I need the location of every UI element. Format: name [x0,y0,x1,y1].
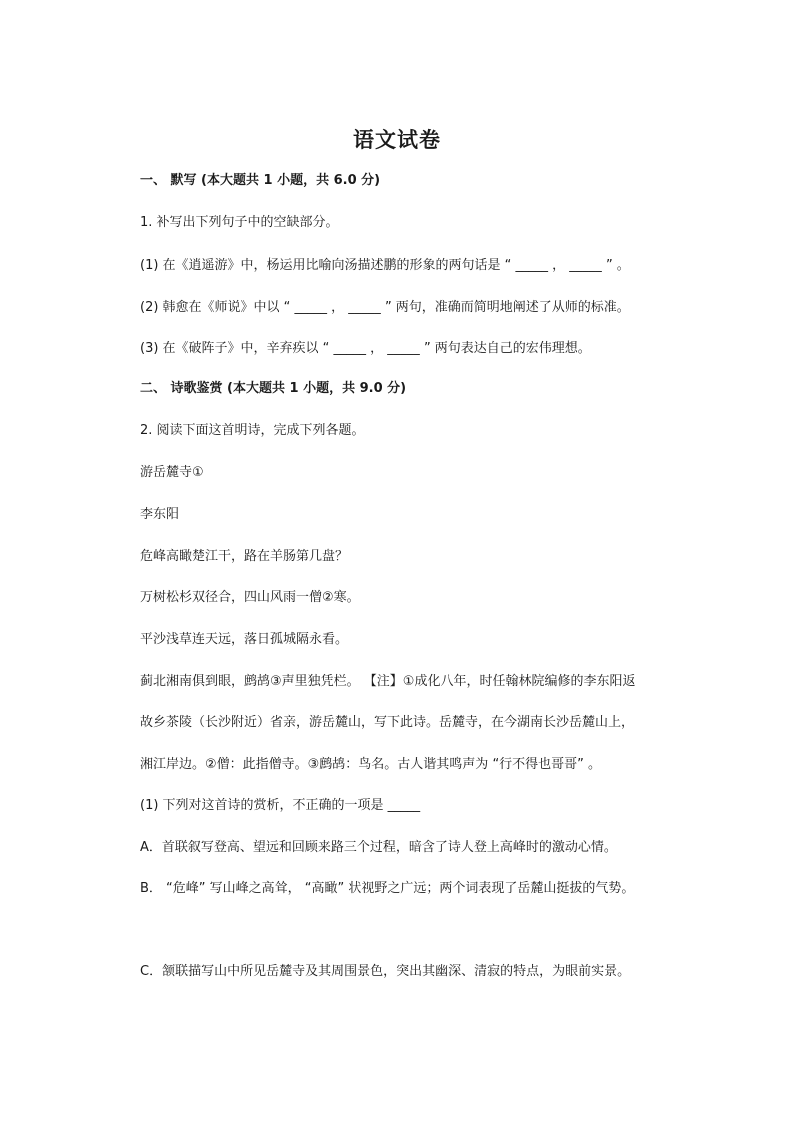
question-1-part-3: (3) 在《破阵子》中，辛弃疾以 “ _____ ， _____ ” 两句表达自己的宏伟理想。 [140,341,591,356]
poem-note-3: 湘江岸边。②僧：此指僧寺。③鹧鸪：鸟名。古人谐其鸣声为 “行不得也哥哥” 。 [140,757,602,772]
question-2-part-1: (1) 下列对这首诗的赏析，不正确的一项是 _____ [140,798,421,813]
page-title: 语文试卷 [353,128,441,152]
option-b: B． “危峰” 写山峰之高耸， “高瞰” 状视野之广远；两个词表现了岳麓山挺拔的气势。 [140,881,635,896]
poem-title: 游岳麓寺① [140,465,204,480]
poem-author: 李东阳 [140,507,180,522]
poem-note-2: 故乡茶陵（长沙附近）省亲，游岳麓山，写下此诗。岳麓寺，在今湖南长沙岳麓山上， [140,715,635,730]
poem-line-4-with-note: 蓟北湘南俱到眼，鹧鸪③声里独凭栏。 【注】①成化八年，时任翰林院编修的李东阳返 [140,674,636,689]
option-c: C．颔联描写山中所见岳麓寺及其周围景色，突出其幽深、清寂的特点，为眼前实景。 [140,964,631,979]
option-a: A．首联叙写登高、望远和回顾来路三个过程，暗含了诗人登上高峰时的激动心情。 [140,840,617,855]
section-heading-dictation: 一、 默写 (本大题共 1 小题，共 6.0 分) [140,173,381,188]
poem-line-2: 万树松杉双径合，四山风雨一僧②寒。 [140,590,360,605]
poem-line-3: 平沙浅草连天远，落日孤城隔永看。 [140,632,349,647]
section-heading-poetry: 二、 诗歌鉴赏 (本大题共 1 小题，共 9.0 分) [140,381,407,396]
question-2: 2. 阅读下面这首明诗，完成下列各题。 [140,423,365,438]
question-1: 1. 补写出下列句子中的空缺部分。 [140,215,339,230]
question-1-part-1: (1) 在《逍遥游》中，杨运用比喻向汤描述鹏的形象的两句话是 “ _____ ， _____ ” 。 [140,258,630,273]
poem-line-1: 危峰高瞰楚江干，路在羊肠第几盘？ [140,549,349,564]
question-1-part-2: (2) 韩愈在《师说》中以 “ _____ ， _____ ” 两句，准确而简明地阐述了从师的标准。 [140,300,630,315]
